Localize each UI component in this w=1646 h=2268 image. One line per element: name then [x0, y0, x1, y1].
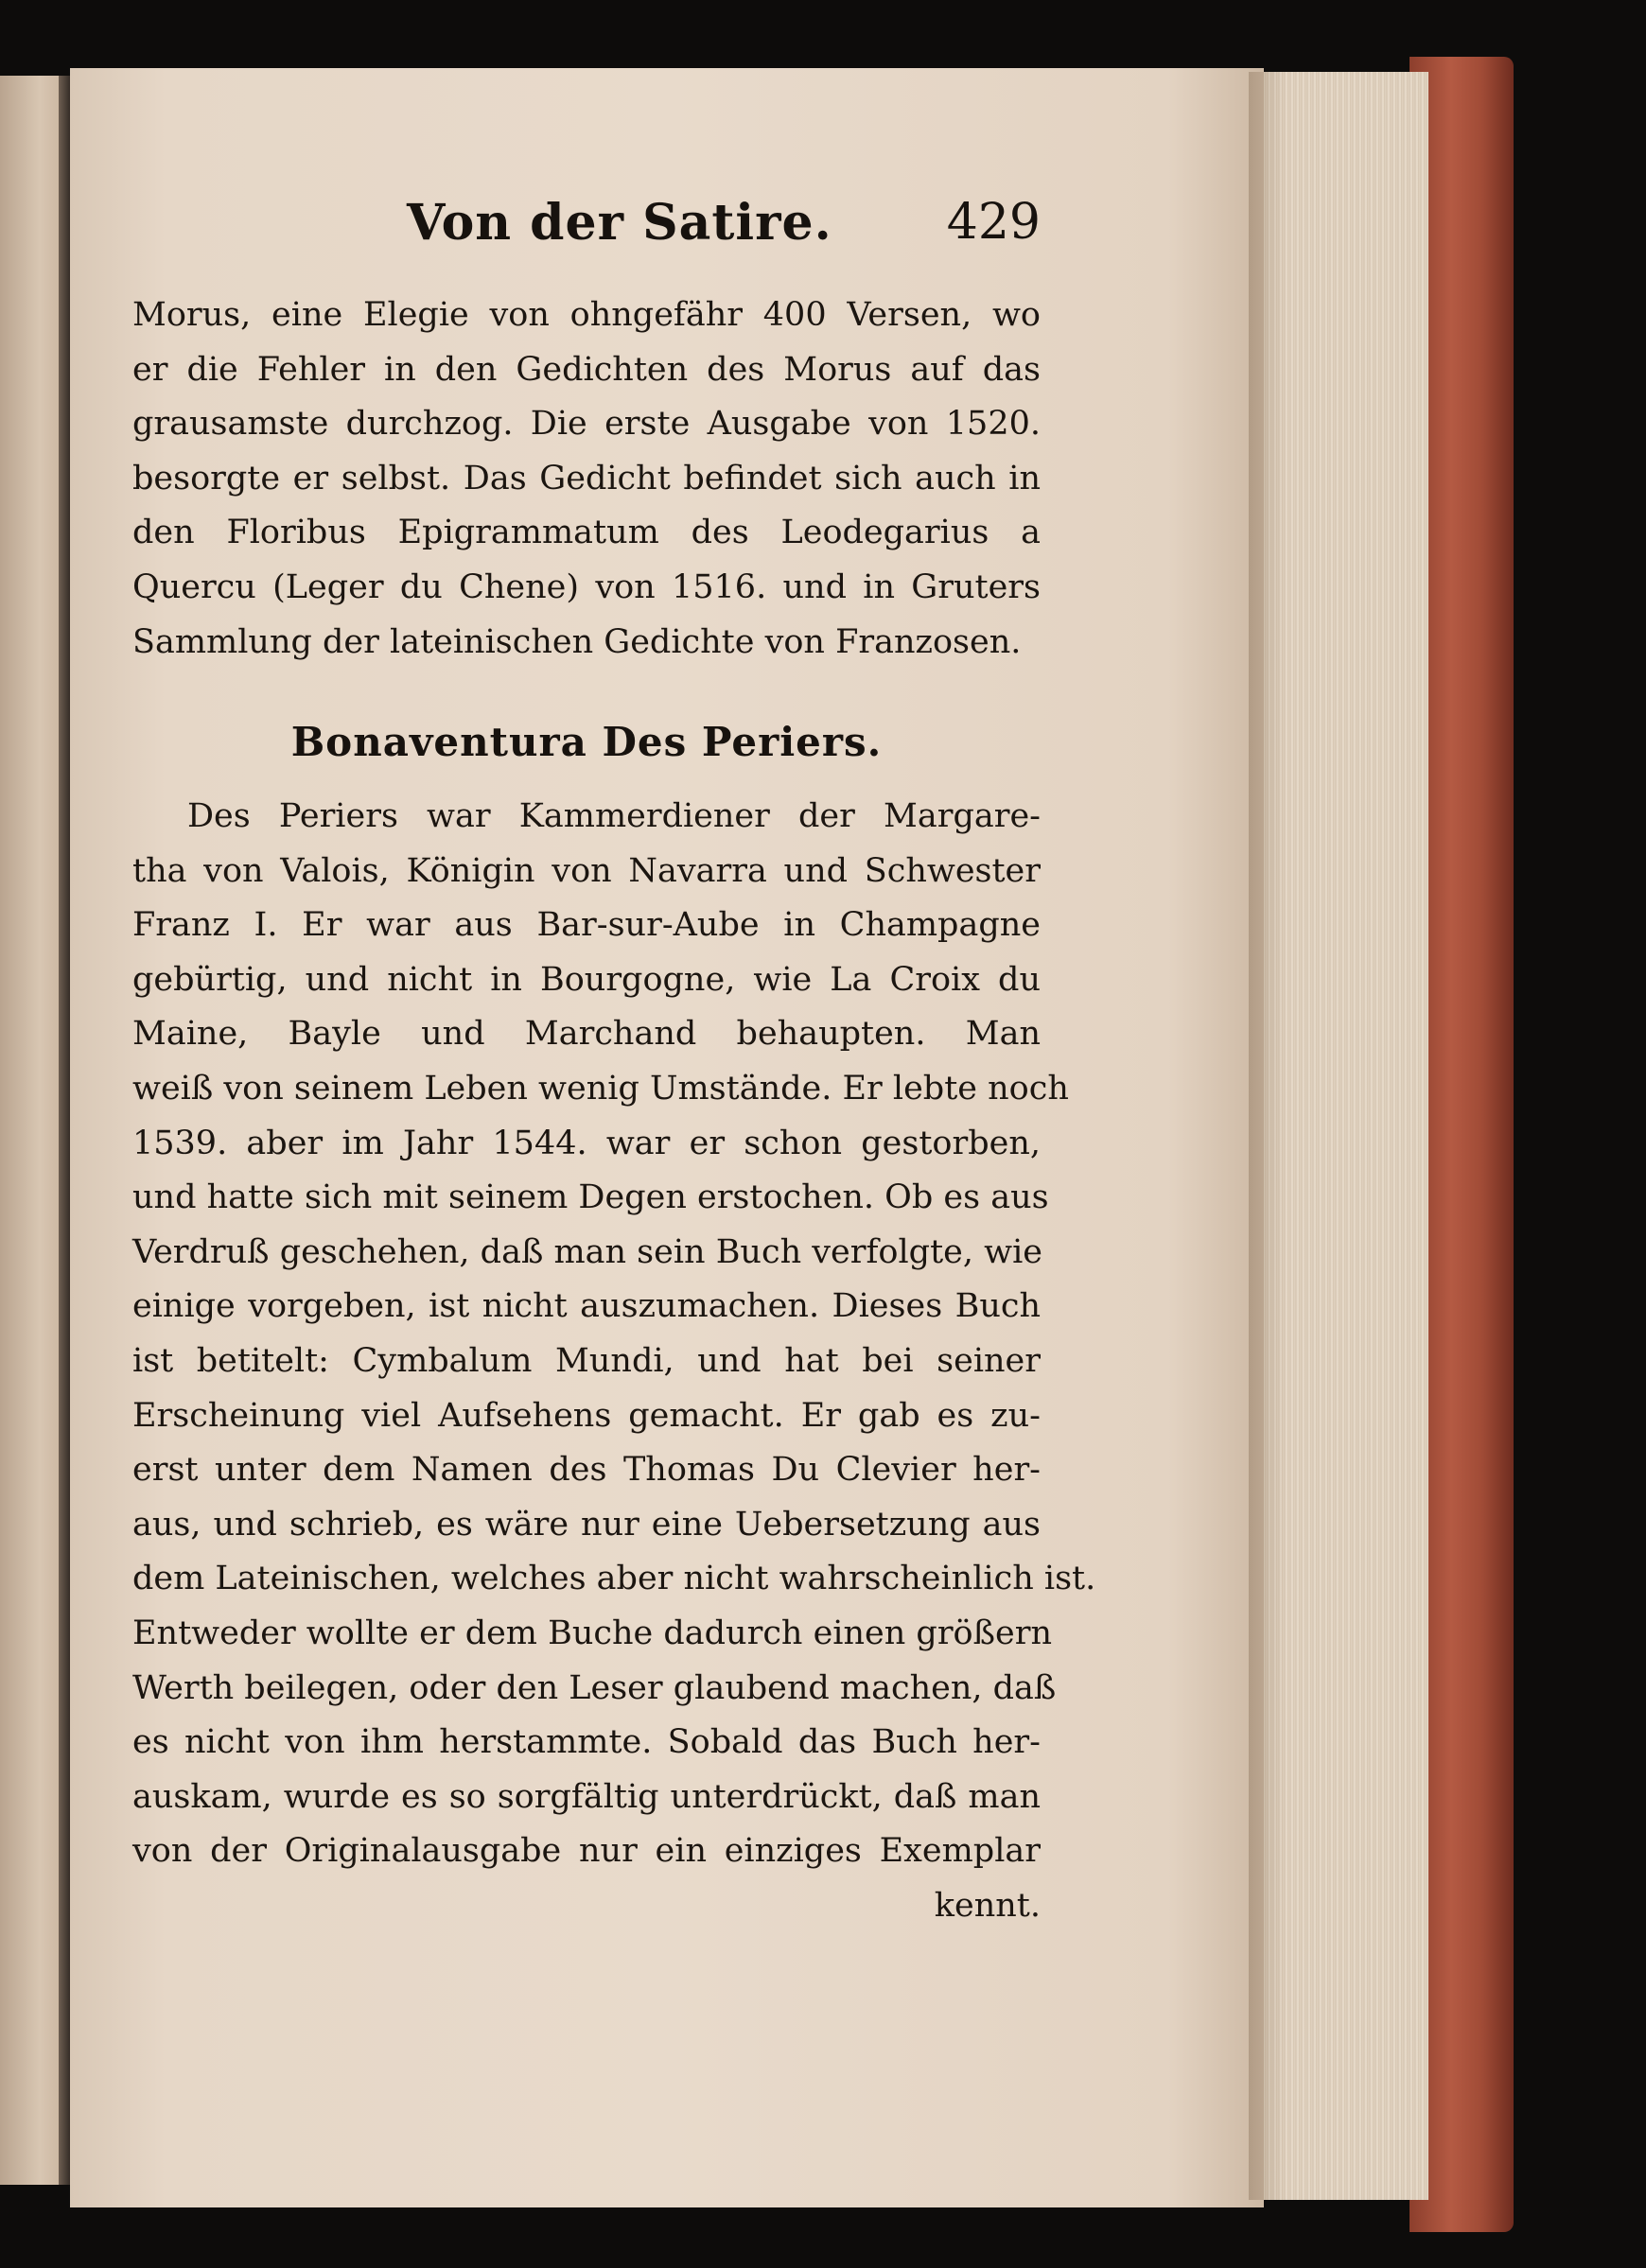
text-line: Morus, eine Elegie von ohngefähr 400 Versen, wo — [132, 296, 1041, 334]
text-line: aus, und schrieb, es wäre nur eine Uebersetzung aus — [132, 1505, 1041, 1544]
catchword: kennt. — [934, 1886, 1041, 1925]
text-line: Franz I. Er war aus Bar-sur-Aube in Champagne — [132, 906, 1041, 945]
text-line: tha von Valois, Königin von Navarra und Schwester — [132, 851, 1041, 890]
text-line: von der Originalausgabe nur ein einziges Exemplar — [132, 1832, 1041, 1871]
text-line: Quercu (Leger du Chene) von 1516. und in Gruters — [132, 567, 1041, 606]
text-line: erst unter dem Namen des Thomas Du Clevier her- — [132, 1451, 1041, 1490]
text-line: Maine, Bayle und Marchand behaupten. Man — [132, 1015, 1041, 1054]
text-line: besorgte er selbst. Das Gedicht befindet sich auch in — [132, 459, 1041, 497]
page-number: 429 — [946, 194, 1041, 251]
text-line: dem Lateinischen, welches aber nicht wahrscheinlich ist. — [132, 1560, 1096, 1598]
text-line: Des Periers war Kammerdiener der Margare- — [187, 797, 1041, 835]
facing-page-edge — [0, 76, 66, 2185]
text-line: Erscheinung viel Aufsehens gemacht. Er gab es zu- — [132, 1396, 1041, 1435]
text-line: 1539. aber im Jahr 1544. war er schon gestorben, — [132, 1124, 1041, 1162]
text-line: weiß von seinem Leben wenig Umstände. Er lebte noch — [132, 1069, 1069, 1108]
text-line: den Floribus Epigrammatum des Leodegarius a — [132, 514, 1041, 552]
text-line: Verdruß geschehen, daß man sein Buch verfolgte, wie — [132, 1232, 1042, 1271]
text-line: Sammlung der lateinischen Gedichte von Franzosen. — [132, 622, 1022, 661]
text-line: er die Fehler in den Gedichten des Morus auf das — [132, 350, 1041, 389]
running-head — [132, 194, 1041, 270]
paragraph-1 — [132, 288, 1041, 670]
text-line: Werth beilegen, oder den Leser glaubend machen, daß — [132, 1668, 1057, 1707]
text-line: auskam, wurde es so sorgfältig unterdrückt, daß man — [132, 1777, 1041, 1816]
text-line: ist betitelt: Cymbalum Mundi, und hat bei seiner — [132, 1341, 1041, 1380]
text-line: und hatte sich mit seinem Degen erstochen. Ob es aus — [132, 1178, 1049, 1217]
text-line: gebürtig, und nicht in Bourgogne, wie La Croix du — [132, 960, 1041, 999]
text-line: einige vorgeben, ist nicht auszumachen. Dieses Buch — [132, 1287, 1041, 1326]
section-heading: Bonaventura Des Periers. — [290, 719, 883, 765]
text-line: es nicht von ihm herstammte. Sobald das Buch her- — [132, 1723, 1041, 1762]
page-edge-shade — [1249, 72, 1287, 2200]
running-title: Von der Satire. — [407, 194, 832, 252]
text-line: Entweder wollte er dem Buche dadurch einen größern — [132, 1614, 1052, 1652]
text-line: grausamste durchzog. Die erste Ausgabe von 1520. — [132, 405, 1041, 444]
paragraph-2 — [132, 790, 1096, 1933]
